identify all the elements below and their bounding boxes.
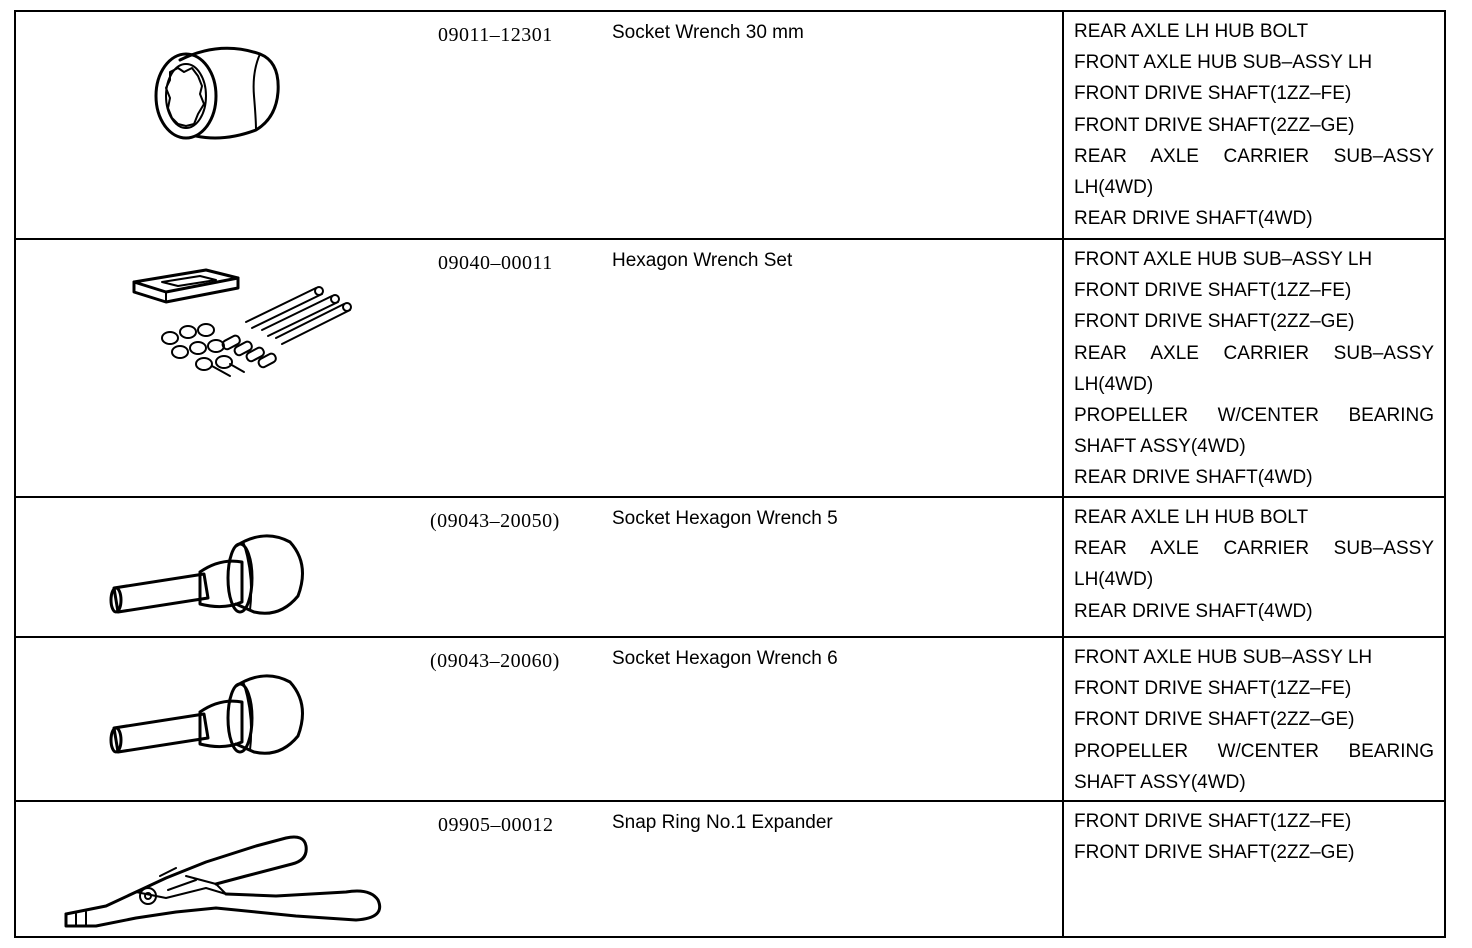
application-item: REAR AXLE CARRIER SUB–ASSY bbox=[1074, 342, 1434, 364]
application-item: SHAFT ASSY(4WD) bbox=[1074, 436, 1246, 458]
hexagon-wrench-set-illustration bbox=[16, 240, 416, 496]
table-row bbox=[16, 496, 1444, 636]
applications-list bbox=[1074, 806, 1434, 868]
application-item: REAR DRIVE SHAFT(4WD) bbox=[1074, 467, 1313, 489]
socket-wrench-illustration bbox=[16, 12, 416, 238]
socket-hexagon-wrench-illustration bbox=[16, 638, 416, 800]
application-item: FRONT DRIVE SHAFT(2ZZ–GE) bbox=[1074, 311, 1355, 333]
tool-name: Socket Hexagon Wrench 6 bbox=[612, 648, 838, 669]
application-item: FRONT DRIVE SHAFT(1ZZ–FE) bbox=[1074, 280, 1352, 302]
application-item: LH(4WD) bbox=[1074, 373, 1154, 395]
application-item: FRONT DRIVE SHAFT(2ZZ–GE) bbox=[1074, 114, 1355, 136]
application-item: SHAFT ASSY(4WD) bbox=[1074, 771, 1246, 793]
socket-hexagon-wrench-illustration bbox=[16, 498, 416, 636]
application-item: REAR DRIVE SHAFT(4WD) bbox=[1074, 208, 1313, 230]
application-item: LH(4WD) bbox=[1074, 177, 1154, 199]
tool-name: Snap Ring No.1 Expander bbox=[612, 812, 833, 833]
table-row bbox=[16, 238, 1444, 496]
application-item: FRONT DRIVE SHAFT(2ZZ–GE) bbox=[1074, 842, 1355, 864]
application-item: REAR AXLE LH HUB BOLT bbox=[1074, 507, 1309, 528]
application-item: FRONT DRIVE SHAFT(2ZZ–GE) bbox=[1074, 709, 1355, 731]
application-item: PROPELLER W/CENTER BEARING bbox=[1074, 740, 1434, 762]
part-number: (09043–20060) bbox=[430, 650, 560, 672]
application-item: PROPELLER W/CENTER BEARING bbox=[1074, 405, 1434, 427]
application-item: LH(4WD) bbox=[1074, 569, 1154, 591]
table-row bbox=[16, 800, 1444, 936]
applications-list bbox=[1074, 16, 1434, 234]
application-item: FRONT AXLE HUB SUB–ASSY LH bbox=[1074, 249, 1373, 270]
application-item: REAR AXLE CARRIER SUB–ASSY bbox=[1074, 538, 1434, 560]
applications-list bbox=[1074, 502, 1434, 627]
tool-name: Socket Wrench 30 mm bbox=[612, 22, 804, 43]
application-item: FRONT AXLE HUB SUB–ASSY LH bbox=[1074, 52, 1373, 74]
table-row bbox=[16, 12, 1444, 238]
application-item: FRONT DRIVE SHAFT(1ZZ–FE) bbox=[1074, 811, 1352, 832]
application-item: FRONT AXLE HUB SUB–ASSY LH bbox=[1074, 647, 1373, 668]
tool-name: Hexagon Wrench Set bbox=[612, 250, 793, 271]
part-number: (09043–20050) bbox=[430, 510, 560, 532]
special-service-tools-table bbox=[14, 10, 1446, 938]
part-number: 09011–12301 bbox=[438, 24, 553, 46]
application-item: FRONT DRIVE SHAFT(1ZZ–FE) bbox=[1074, 83, 1352, 105]
part-number: 09905–00012 bbox=[438, 814, 554, 836]
part-number: 09040–00011 bbox=[438, 252, 553, 274]
application-item: REAR AXLE LH HUB BOLT bbox=[1074, 21, 1309, 42]
snap-ring-expander-illustration bbox=[16, 802, 416, 936]
application-item: REAR DRIVE SHAFT(4WD) bbox=[1074, 600, 1313, 622]
tool-name: Socket Hexagon Wrench 5 bbox=[612, 508, 838, 529]
application-item: REAR AXLE CARRIER SUB–ASSY bbox=[1074, 145, 1434, 167]
applications-list bbox=[1074, 244, 1434, 494]
applications-list bbox=[1074, 642, 1434, 798]
table-row bbox=[16, 636, 1444, 800]
application-item: FRONT DRIVE SHAFT(1ZZ–FE) bbox=[1074, 678, 1352, 700]
